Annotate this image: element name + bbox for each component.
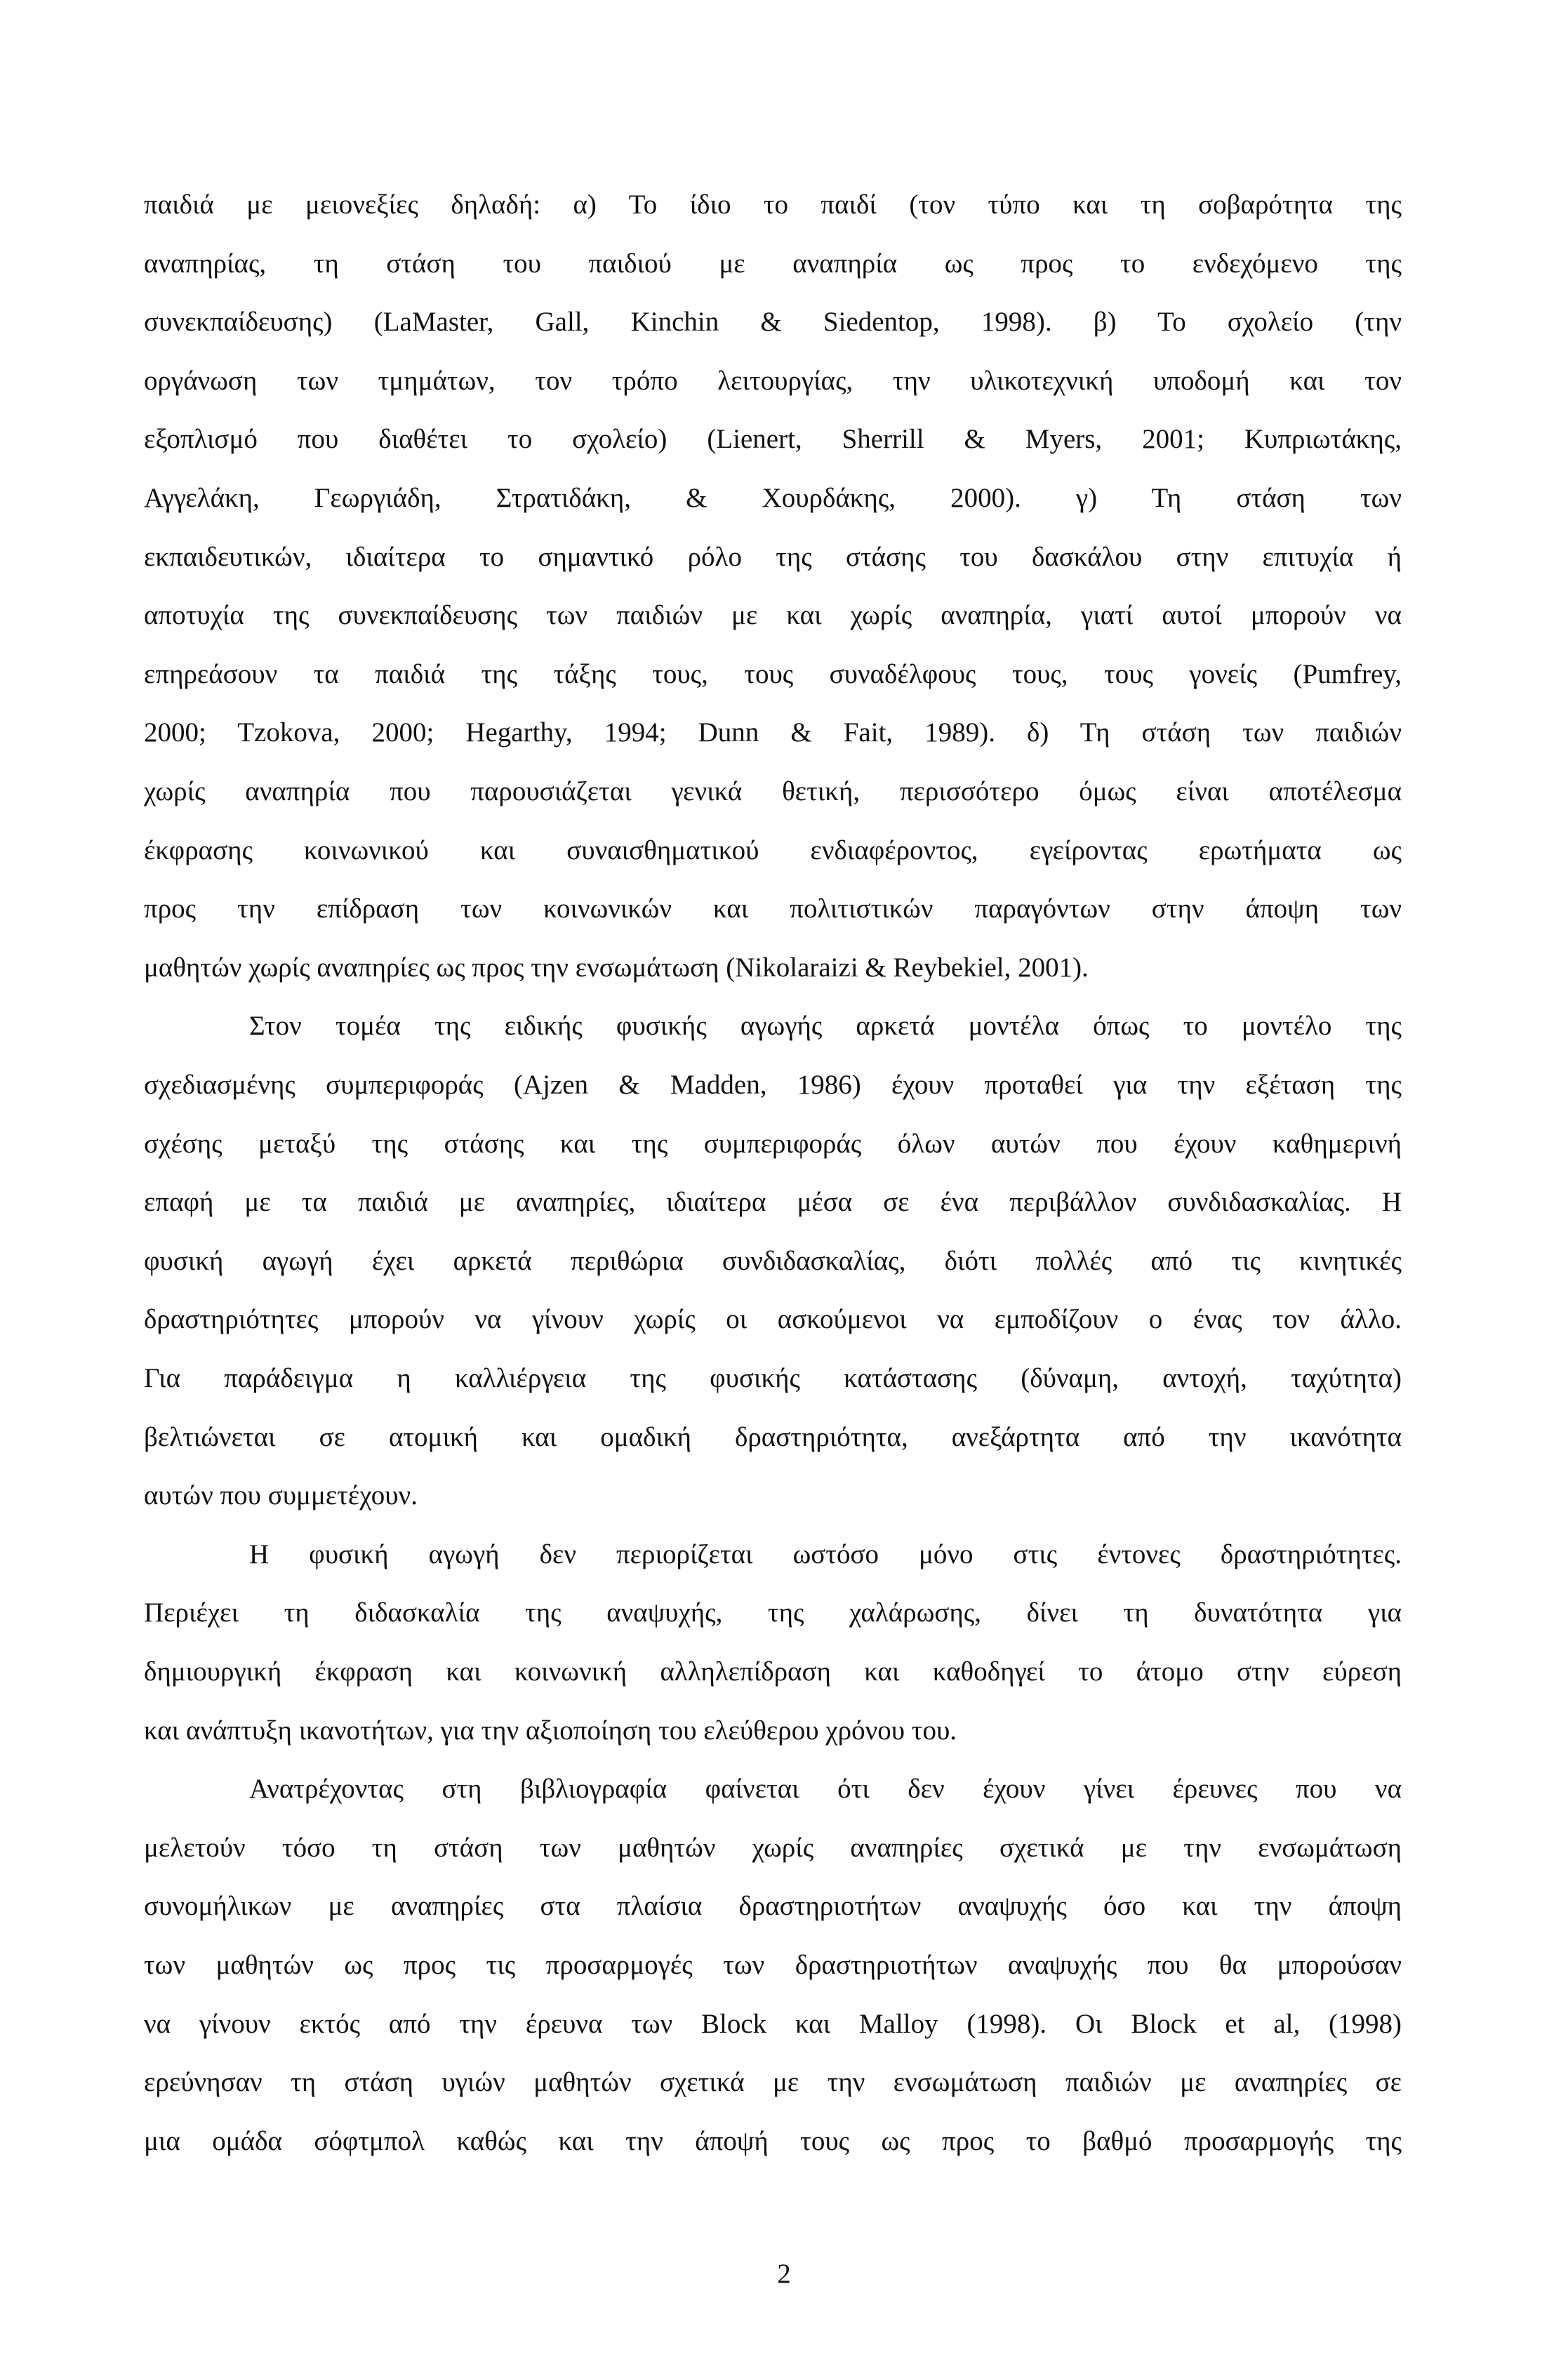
text-line: συνεκπαίδευσης) (LaMaster, Gall, Kinchin & Siedentop, 1998). β) Το σχολείο (την	[144, 307, 1402, 338]
text-line: εκπαιδευτικών, ιδιαίτερα το σημαντικό ρόλο της στάσης του δασκάλου στην επιτυχία ή	[144, 541, 1402, 572]
text-line: εξοπλισμό που διαθέτει το σχολείο) (Lienert, Sherrill & Myers, 2001; Κυπριωτάκης,	[144, 424, 1402, 455]
text-line: αποτυχία της συνεκπαίδευσης των παιδιών με και χωρίς αναπηρία, γιατί αυτοί μπορούν να	[144, 600, 1402, 631]
text-line: Αγγελάκη, Γεωργιάδη, Στρατιδάκη, & Χουρδάκης, 2000). γ) Τη στάση των	[144, 483, 1402, 513]
page-number: 2	[777, 2259, 791, 2289]
text-line: Για παράδειγμα η καλλιέργεια της φυσικής κατάστασης (δύναμη, αντοχή, ταχύτητα)	[144, 1363, 1402, 1393]
text-line: Η φυσική αγωγή δεν περιορίζεται ωστόσο μόνο στις έντονες δραστηριότητες.	[249, 1539, 1402, 1569]
text-line: επηρεάσουν τα παιδιά της τάξης τους, τους συναδέλφους τους, τους γονείς (Pumfrey,	[144, 658, 1402, 689]
text-line: να γίνουν εκτός από την έρευνα των Block και Malloy (1998). Οι Block et al, (1998)	[144, 2008, 1402, 2039]
text-line: φυσική αγωγή έχει αρκετά περιθώρια συνδιδασκαλίας, διότι πολλές από τις κινητικές	[144, 1245, 1402, 1276]
text-line: Περιέχει τη διδασκαλία της αναψυχής, της χαλάρωσης, δίνει τη δυνατότητα για	[144, 1598, 1402, 1628]
text-line: σχεδιασμένης συμπεριφοράς (Ajzen & Madden, 1986) έχουν προταθεί για την εξέταση της	[144, 1070, 1402, 1100]
text-line: Στον τομέα της ειδικής φυσικής αγωγής αρκετά μοντέλα όπως το μοντέλο της	[249, 1011, 1402, 1042]
text-line: χωρίς αναπηρία που παρουσιάζεται γενικά θετική, περισσότερο όμως είναι αποτέλεσμα	[144, 776, 1402, 806]
text-line: μαθητών χωρίς αναπηρίες ως προς την ενσωμάτωση (Nikolaraizi & Reybekiel, 2001).	[144, 952, 1089, 983]
text-line: έκφρασης κοινωνικού και συναισθηματικού ενδιαφέροντος, εγείροντας ερωτήματα ως	[144, 835, 1402, 865]
text-line: παιδιά με μειονεξίες δηλαδή: α) Το ίδιο το παιδί (τον τύπο και τη σοβαρότητα της	[144, 190, 1402, 220]
text-line: ερεύνησαν τη στάση υγιών μαθητών σχετικά με την ενσωμάτωση παιδιών με αναπηρίες σε	[144, 2067, 1402, 2098]
text-line: σχέσης μεταξύ της στάσης και της συμπεριφοράς όλων αυτών που έχουν καθημερινή	[144, 1128, 1402, 1159]
text-line: μια ομάδα σόφτμπολ καθώς και την άποψή τους ως προς το βαθμό προσαρμογής της	[144, 2125, 1402, 2156]
text-line: μελετούν τόσο τη στάση των μαθητών χωρίς αναπηρίες σχετικά με την ενσωμάτωση	[144, 1832, 1402, 1863]
text-line: επαφή με τα παιδιά με αναπηρίες, ιδιαίτερα μέσα σε ένα περιβάλλον συνδιδασκαλίας. Η	[144, 1187, 1402, 1218]
text-line: δημιουργική έκφραση και κοινωνική αλληλεπίδραση και καθοδηγεί το άτομο στην εύρεση	[144, 1656, 1402, 1687]
text-line: οργάνωση των τμημάτων, τον τρόπο λειτουργίας, την υλικοτεχνική υποδομή και τον	[144, 365, 1402, 396]
text-line: Ανατρέχοντας στη βιβλιογραφία φαίνεται ότι δεν έχουν γίνει έρευνες που να	[249, 1774, 1402, 1805]
text-line: αναπηρίας, τη στάση του παιδιού με αναπηρία ως προς το ενδεχόμενο της	[144, 248, 1402, 279]
text-line: 2000; Tzokova, 2000; Hegarthy, 1994; Dunn & Fait, 1989). δ) Τη στάση των παιδιών	[144, 717, 1402, 748]
text-line: δραστηριότητες μπορούν να γίνουν χωρίς οι ασκούμενοι να εμποδίζουν ο ένας τον άλλο.	[144, 1304, 1402, 1335]
text-line: βελτιώνεται σε ατομική και ομαδική δραστηριότητα, ανεξάρτητα από την ικανότητα	[144, 1421, 1402, 1452]
text-line: των μαθητών ως προς τις προσαρμογές των δραστηριοτήτων αναψυχής που θα μπορούσαν	[144, 1950, 1402, 1980]
text-line: συνομήλικων με αναπηρίες στα πλαίσια δραστηριοτήτων αναψυχής όσο και την άποψη	[144, 1891, 1402, 1922]
text-line: αυτών που συμμετέχουν.	[144, 1480, 418, 1511]
text-line: και ανάπτυξη ικανοτήτων, για την αξιοποίηση του ελεύθερου χρόνου του.	[144, 1715, 957, 1746]
text-line: προς την επίδραση των κοινωνικών και πολιτιστικών παραγόντων στην άποψη των	[144, 894, 1402, 924]
